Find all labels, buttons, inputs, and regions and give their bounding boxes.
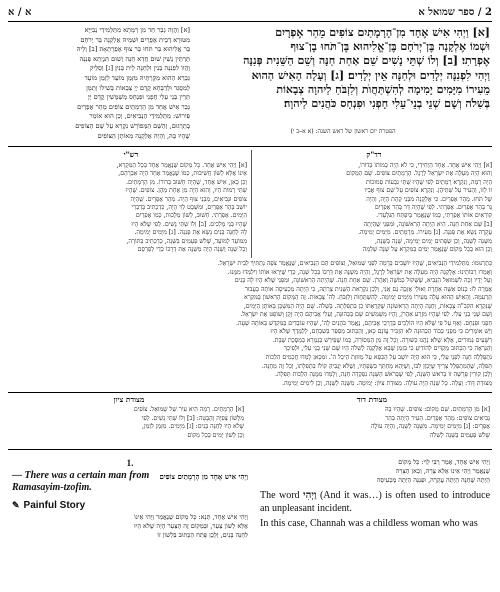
verse-line: וּשְׁמוֹ אֶלְקָנָה בֶּן־יְרֹחָם בֶּן־אֱלִיהוּא בֶּן־תֹּחוּ בֶן־צוּף [290, 40, 490, 54]
commentary-line: עֲקָרָה נָשָׂא אֶת פְּנִנָּה. [ג] מֵעִירוֹ. מֵרָמָתַיִם. מִיָּמִים יָמִימָה. [358, 229, 492, 237]
commentary-line: מִשָּׁנָה לְשָׁנָה, וְכֵן שְׂפָתִים יָמִים יָמִימָה, שָׁנָה בְּשָׁנָה, [375, 237, 492, 245]
commentary-line: שֶׁהָיוּ בְּנֵי מְלָכִים. [ב] וְלוֹ שְׁתֵּי נָשִׁים. לְפִי שֶׁלֹּא הָיוּ [131, 220, 247, 228]
commentary-line: שְׁתֵּי רָמוֹת הָיוּ, וְהוּא הָיָה מִן אֶחָת מֵהֶן. צוֹפִים. שֶׁהָיוּ [125, 187, 247, 195]
column-divider [251, 150, 252, 258]
targum-column [10, 26, 190, 144]
commentary-line: וְכֵן כָּאן, אִישׁ אֶחָד, שֶׁהָיָה חָשׁוּב בְּדוֹרוֹ. מִן הָרָמָתַיִם. [126, 178, 247, 186]
commentary-line: יוֹשֵׁב בְּהַר אֶפְרַיִם, וּמִשֵּׁבֶט לֵוִי הָיָה, כִּדְכְתִיב בְּדִבְרֵי [131, 204, 247, 212]
hebrew-line: הָיְתָה שֶׁחַנָּה הָיְתָה עֲקָרָה, וּפְנִנָּה הָיְתָה מַכְעִיסָה [376, 476, 490, 484]
sub-commentary-line: [א] הָרָמָתַיִם. רָמָה הִיא עִיר שֶׁל שְׁמוּאֵל. צוֹפִים [133, 406, 244, 413]
targum-line: תְּרֵין בְּנֵי עֵלִי חָפְנִי וּפִנְחָס מְשַׁמְּשִׁין קֳדָם יְיָ׃ [88, 93, 190, 102]
hebrew-line: וַיְהִי אִישׁ אֶחָד, אָמַר רַבִּי לֵוִי: כָּל מָקוֹם [398, 458, 490, 466]
commentary-line: וְלָכֵן קוֹרִין פָּרָשָׁה זוֹ בְּרֹאשׁ הַשָּׁנָה, לְפִי שֶׁבְּרֹאשׁ הַשָּׁנָה נִפְקְדָה חַנָּה, וְלָמְדוּ מִמֶּנָּה הִלְכוֹת תְּפִלָּה. [275, 371, 492, 379]
targum-line: תַּרְתֵּין נְשִׁין שׁוּם חֲדָא חַנָּה וְשׁוּם תִּנְיֵתָא פְּנִנָּה [79, 54, 190, 63]
targum-line: גְּבַר אִישׁ אֶחָד מִן הָרָמָתַיִם צוֹפִים מֵהַר אֶפְרָיִם [77, 102, 190, 111]
targum-line: פִּירוּשׁ: מִתַּלְמִידֵי הַנְּבִיאִים, וְכֵן הוּא אוֹמֵר [89, 112, 190, 121]
hebrew-commentary-text [12, 513, 248, 540]
verse-line: בְּשִׁלֹה וְשָׁם שְׁנֵי בְנֵי־עֵלִי חָפְנִי וּפִנְחָס כֹּהֲנִים לַיהוָה׃ [284, 97, 490, 111]
sub-commentary-line: שֶׁלֹּא הָיוּ לְחַנָּה בָּנִים: [ג] מִיָּמִים. מִזְּמַן לִזְמַן, [142, 423, 244, 431]
sub-commentary-line: שָׁלֹשׁ פְּעָמִים בַּשָּׁנָה לְשִׁלֹה [429, 431, 490, 439]
commentary-line: וְשָׁם שְׁנֵי בְנֵי עֵלִי. לְפִי שֶׁהָיוּ מִזְרַע אַהֲרֹן, וְהָיוּ מְשַׁמְּשִׁים שָׁם בַּכְּהוּנָּה, וְעֵלִי אֲבִיהֶם הָיָה זָקֵן וְשׁוֹפֵט אֶת יִשְׂרָאֵל. [240, 311, 492, 319]
commentary-line: רְשָׁעִים גְּמוּרִים, אֶלָּא שֶׁלֹּא נָהֲגוּ כַּשּׁוּרָה. וְכָל זֶה מִן הַמְּסוֹרָה, כְּמוֹ שֶׁפֵּירֵשׁ בְּגְמָרָא בְּמַסֶּכֶת שַׁבָּת. [272, 336, 492, 344]
sub-commentary-line: מִלְּשׁוֹן צְפִיָּה וְהַבָּטָה: [ב] וְלוֹ שְׁתֵּי נָשִׁים. לְפִי [141, 414, 244, 422]
hebrew-line: לְחַנָּה בָּנִים, וְלָכֵן פָּתַח הַכָּתוּב בְּלָשׁוֹן זוֹ [157, 531, 248, 539]
verse-entry-english: — There was a certain man from Ramasayim-tzofim. [12, 470, 150, 493]
english-paragraph-continued: In this case, Channah was a childless woman who was [260, 518, 478, 529]
targum-line: בַּר אֱלִיהוּא בַּר תֹּחוּ בַּר צוּף אֶפְרָתָאָה׃ [ב] וְלֵיהּ [76, 45, 190, 54]
commentary-line: וְכֵן הוּא בְּכָל מָקוֹם שֶׁנֶּאֱמַר יָמִים בַּמִּקְרָא עַל שָׁנָה שְׁלֵמָה [362, 246, 492, 254]
commentary-line: וְעַל יָדָיו זָכָה לִשְׁמוּאֵל הַנָּבִיא, שֶׁשָּׁקוּל כְּמֹשֶׁה וְאַהֲרֹן. שֵׁם אַחַת חַנָּה. שֶׁהָיְתָה הָרִאשׁוֹנָה, וּמִפְּנֵי שֶׁלֹּא הָיוּ לָהּ בָּנִים [234, 277, 492, 285]
hebrew-line: אֶלָּא לְשׁוֹן צַעַר, וּבְמָקוֹם זֶה הַצַּעַר הָיָה שֶׁלֹּא הָיוּ [134, 522, 248, 530]
commentary-line: מְצוּדַת דָּוִד: וְעָלָה. כָּל שָׁנָה הָיָה עוֹלֶה. מְצוּדַת צִיּוֹן: יָמִימָה. מִשָּׁנָה לְשָׁנָה, וְכֵן לִימִים יָמִימָה. [282, 379, 492, 387]
english-commentary-left [12, 458, 248, 540]
commentary-column-right [256, 162, 492, 258]
english-body: (And it was…) is often used to introduce an unpleasant incident. [260, 490, 491, 514]
commentary-title-left: רש"י [123, 150, 139, 159]
commentary-line: [א] וַיְהִי אִישׁ אֶחָד. כָּל מָקוֹם שֶׁנֶּאֱמַר אֶחָד בְּכָל הַמִּקְרָא, [116, 162, 247, 169]
commentary-column-left [10, 162, 247, 258]
hebrew-line: וַיְהִי אִישׁ אֶחָד, תָּנָא: כָּל מָקוֹם שֶׁנֶּאֱמַר וַיְהִי אֵינוֹ [134, 513, 248, 521]
commentary-divider [8, 146, 492, 147]
verse-line: [א] וַיְהִי אִישׁ אֶחָד מִן־הָרָמָתַיִם צוֹפִים מֵהַר אֶפְרָיִם [275, 26, 490, 39]
targum-line: [א] וַהֲוָה גְבַר חַד מִן רָמָתָא מִתַּלְמִידֵי נְבִיַּיָּא [84, 26, 190, 34]
commentary-line: גָּר בְּהַר אֶפְרַיִם. אֶפְרָתִי. לְפִי שֶׁהָיָה דָּר בְּהַר אֶפְרַיִם [374, 204, 492, 212]
commentary-line: צוֹפִים וּנְבִיאִים, מִבְּנֵי צוּף הָיָה. מֵהַר אֶפְרָיִם. שֶׁהָיָה [130, 195, 247, 203]
commentary-title-right: רד"ק [366, 150, 382, 159]
targum-line: גַּבְרָא הַהוּא מִקַּרְתֵּיהּ מִזְּמַן מוֹעֵד לִזְמַן מוֹעֵד [84, 73, 190, 82]
commentary-line: תְּפִלָּה, שֶׁהַמִּתְפַּלֵּל צָרִיךְ שֶׁיְּכַוֵּן לִבּוֹ, וְשֶׁיְּהֵא מְחַתֵּךְ בִּשְׂפָתָיו, וְשֶׁלֹּא יַגְבִּיהַּ קוֹלוֹ בִּתְפִלָּתוֹ, וְכָל זֶה מֵחַנָּה. [261, 362, 492, 370]
section-heading-label: Painful Story [23, 500, 86, 511]
commentary-line: שֶׁנִּקְרָא הקב"ה צְבָאוֹת, וְחַנָּה הָיְתָה הָרִאשׁוֹנָה שֶׁקְּרָאַתּוּ כֵן בִּתְפִלָּתָהּ. בְּשִׁלֹה. שָׁם הָיָה הַמִּשְׁכָּן בְּאוֹתָן הַיָּמִים, [243, 302, 492, 310]
commentary-line: שֶׁל תֹּחוּ. מֵהַר אֶפְרָיִם. כִּי אֶלְקָנָה מִבְּנֵי קְהָת הָיָה, וְהָיָה [366, 195, 492, 203]
header-divider [8, 21, 492, 22]
header-chapter: א / א [8, 6, 32, 18]
targum-line: שֶׁהָיוּ בָּהּ, וְהָיָה אֶלְקָנָה מֵאוֹתָן הַצּוֹפִים [97, 131, 190, 140]
english-hebrew-word: וַיְהִי [302, 490, 317, 501]
commentary-line: וְהוּא הָיָה מְעַלֶּה אֶת יִשְׂרָאֵל לְרֶגֶל. הָרָמָתַיִם צוֹפִים. שֵׁם הַמָּקוֹם [346, 170, 492, 178]
sub-commentary-divider [8, 392, 492, 393]
verse-line: וַיְהִי לִפְנִנָּה יְלָדִים וּלְחַנָּה אֵין יְלָדִים׃ [ג] וְעָלָה הָאִישׁ הַהוּא [251, 68, 490, 82]
english-commentary-right [260, 458, 490, 530]
page-header [8, 4, 492, 20]
commentary-line: [ב] שֵׁם אַחַת חַנָּה. הִיא הָיְתָה הָרִאשׁוֹנָה, וּמִפְּנֵי שֶׁהָיְתָה [363, 220, 492, 228]
sub-commentary-line: וְכֵן לָשׁוֹן יָמִים בְּכָל מָקוֹם [187, 431, 244, 439]
targum-line: מִטּוּרָא דְבֵית אֶפְרַיִם וּשְׁמֵיהּ אֶלְקָנָה בַּר יְרֹחָם [80, 35, 190, 44]
commentary-line: הָיָה רָמָה, וְנִקְרָא רָמָתַיִם לְפִי שֶׁהָיוּ שְׁתֵּי גִבְעוֹת סְמוּכוֹת [365, 178, 492, 186]
verse-entry-hebrew: וַיְהִי אִישׁ אֶחָד מִן הָרָמָתַיִם צוֹפִים [159, 472, 248, 481]
header-book: 2 / ספר שמואל א [418, 6, 492, 18]
commentary-line: כְּתַרְגּוּמוֹ: מִתַּלְמִידֵי הַנְּבִיאִים, שֶׁהָיוּ יוֹשְׁבִים בָּרָמָה לִפְנֵי שְׁמוּאֵל, וְצוֹפִים הֵם הַנְּבִיאִים, שֶׁנֶּאֱמַר צֹפֶה נְתַתִּיךָ לְבֵית יִשְׂרָאֵל. [217, 260, 492, 267]
commentary-line: אֵינוֹ אֶלָּא לְשׁוֹן חֲשִׁיבוּת, כְּמוֹ שֶׁנֶּאֱמַר אֶחָד הָיָה אַבְרָהָם, [118, 170, 247, 178]
commentary-line: חָפְנִי וּפִנְחָס. וְאַף עַל פִּי שֶׁלֹּא הָיוּ הוֹלְכִים בְּדַרְכֵי אֲבִיהֶם, נֶאֱמַר כֹּהֲנִים לַה', שֶׁהָיוּ עוֹבְדִים בַּמִּקְדָּשׁ בְּאוֹתָהּ שָׁעָה. [235, 319, 492, 327]
targum-line: וַהֲווֹ לִפְנִנָּה בְנִין וּלְחַנָּה לֵית בְּנִין׃ [ג] וְסָלֵיק [89, 64, 190, 73]
commentary-line: אָמְרָה לוֹ: כְּנוֹס אִשָּׁה אַחֶרֶת וְאוּלַי אֶזְכֶּה גַם אֲנִי, וְלָכֵן נִקְרֵאת הַשֵּׁנִית צָרָתָהּ, כִּי הָיְתָה מַכְעִיסָה אוֹתָהּ בַּעֲבוּר [244, 285, 492, 293]
targum-line: בְּתַרְגּוּם, וְהַשֵּׁם הַמְּפוֹרָשׁ נִקְרָא עַל שֵׁם הַצּוֹפִים [75, 121, 190, 130]
sub-commentary-title-left: מצודת ציון [113, 395, 145, 404]
commentary-line: הַיָּמִים. אֶפְרָתִי. חָשׁוּב, לְשׁוֹן מַלְכוּת, כְּמוֹ אֶפְרַיִם [135, 212, 247, 220]
commentary-full-width [10, 260, 492, 388]
commentary-line: נִתְפַּלְּלָה חַנָּה לִפְנֵי עֵלִי, כִּי הוּא הָיָה יוֹשֵׁב עַל הַכִּסֵּא עַל מְזוּזַת הֵיכַל ה'. וּמִכָּאן לָמְדוּ חֲכָמִים הִלְכוֹת [265, 354, 492, 362]
english-lead: The word [260, 490, 300, 501]
commentary-line: תַּרְעִמָהּ. וְהָאִישׁ הַהוּא עָלָה מֵעִירוֹ מִיָּמִים יָמִימָה. לְהִשְׁתַּחֲוֺת וְלִזְבֹּחַ. לַה' צְבָאוֹת. זֶה הַמָּקוֹם הָרִאשׁוֹן בַּמִּקְרָא [244, 294, 492, 302]
verse-line: מֵעִירוֹ מִיָּמִים יָמִימָה לְהִשְׁתַּחֲוֺת וְלִזְבֹּחַ לַיהוָה צְבָאוֹת [276, 82, 490, 96]
haftarah-caption: הפטרת יום ראשון של ראש השנה: (א א–ב י) [290, 128, 396, 135]
commentary-line: קוֹרְאִים אוֹתוֹ אֶפְרָתִי, כְּמוֹ שֶׁנֶּאֱמַר בְּיִפְתָּח הַגִּלְעָדִי. [376, 212, 492, 220]
commentary-line: מִמּוֹעֵד לְמוֹעֵד, שָׁלֹשׁ פְּעָמִים בַּשָּׁנָה, כְּדִכְתִיב בַּתּוֹרָה, [126, 237, 247, 245]
commentary-line: וְיֵשׁ אוֹמְרִים כִּי מִפְּנֵי כְּבוֹד הַכְּהוּנָּה לֹא הִזְכִּיר עֲוֹנָם כָּאן, וְהַכָּתוּב מְסַפֵּר בְּשִׁבְחָם, לְלַמֶּדְךָ שֶׁלֹּא הָיוּ [270, 328, 492, 336]
english-paragraph [260, 489, 490, 515]
commentary-line: זוֹ לָזוֹ, וְהָעִיר עַל שְׁתֵּיהֶן. וְנִקְרָא צוֹפִים עַל שֵׁם צוּף אָבִיו [364, 187, 492, 195]
sub-commentary-line: נְבִיאִים צוֹפִים: מֵהַר אֶפְרָיִם. הָעִיר הָיְתָה בְּהַר [385, 414, 490, 422]
sub-commentary-right [254, 406, 490, 444]
commentary-line: וְכָל שָׁנָה וְשָׁנָה הָיָה מְשַׁנֶּה אֶת דַּרְכּוֹ כְּדֵי לְפַרְסֵם [137, 246, 247, 254]
verse-number: 1. [126, 458, 134, 468]
hebrew-line: שֶׁנֶּאֱמַר וַיְהִי אֵינוֹ אֶלָּא צָרָה, וְכָאן הַצָּרָה [395, 467, 490, 475]
main-verse-text [196, 26, 490, 126]
commentary-line: וְאָמְרוּ רַבּוֹתֵינוּ: אֶלְקָנָה הָיָה מְעַלֶּה אֶת יִשְׂרָאֵל לְרֶגֶל, וְהָיָה מְשַׁנֶּה אֶת דַּרְכּוֹ בְּכָל שָׁנָה, כְּדֵי שֶׁיִּרְאוּ אוֹתוֹ וִילַמְּדוּ מִמֶּנּוּ. [227, 268, 492, 276]
sub-commentary-line: אֶפְרָיִם: [ג] מִיָּמִים יָמִימָה. מִשָּׁנָה לְשָׁנָה, וְהָיָה עוֹלֶה [370, 423, 490, 431]
section-heading [12, 500, 248, 511]
commentary-line: לָהּ לְחַנָּה בָּנִים נָשָׂא אֶת פְּנִנָּה. [ג] מִיָּמִים יָמִימָה. [134, 229, 247, 237]
commentary-line: וְהַנִּרְאֶה כִּי הַכָּתוּב מַקְדִּים לְהוֹדִיעַ כִּי בִּזְמַן שֶׁבָּא אֶלְקָנָה לְשִׁלֹה הָיוּ שָׁם שְׁנֵי בְנֵי עֵלִי, וּלְפִיכָךְ [283, 345, 492, 353]
sub-commentary-title-right: מצודת דוד [356, 395, 388, 404]
verse-line: אֶפְרָתִי׃ [ב] וְלוֹ שְׁתֵּי נָשִׁים שֵׁם אַחַת חַנָּה וְשֵׁם הַשֵּׁנִית פְּנִנָּה [243, 54, 490, 68]
commentary-line: [א] וַיְהִי אִישׁ אֶחָד. אֶחָד הַיְחִידִי, כִּי לֹא הָיָה כְּמוֹתוֹ בְּדוֹרוֹ, [358, 162, 492, 169]
hebrew-commentary-text [260, 458, 490, 485]
sub-commentary-left [14, 406, 244, 444]
verse-entry [12, 470, 248, 494]
english-section-divider [8, 449, 492, 450]
scroll-icon: ✎ [12, 500, 20, 510]
targum-line: לְמִסְגַּד וּלְדַבָּחָא קֳדָם יְיָ צְבָאוֹת בְּשִׁילוֹ וְתַמָּן [86, 83, 190, 92]
sub-commentary-line: [א] מִן הָרָמָתַיִם. שֵׁם מָקוֹם: צוֹפִים. שֶׁהָיוּ בָּהּ [385, 406, 490, 413]
